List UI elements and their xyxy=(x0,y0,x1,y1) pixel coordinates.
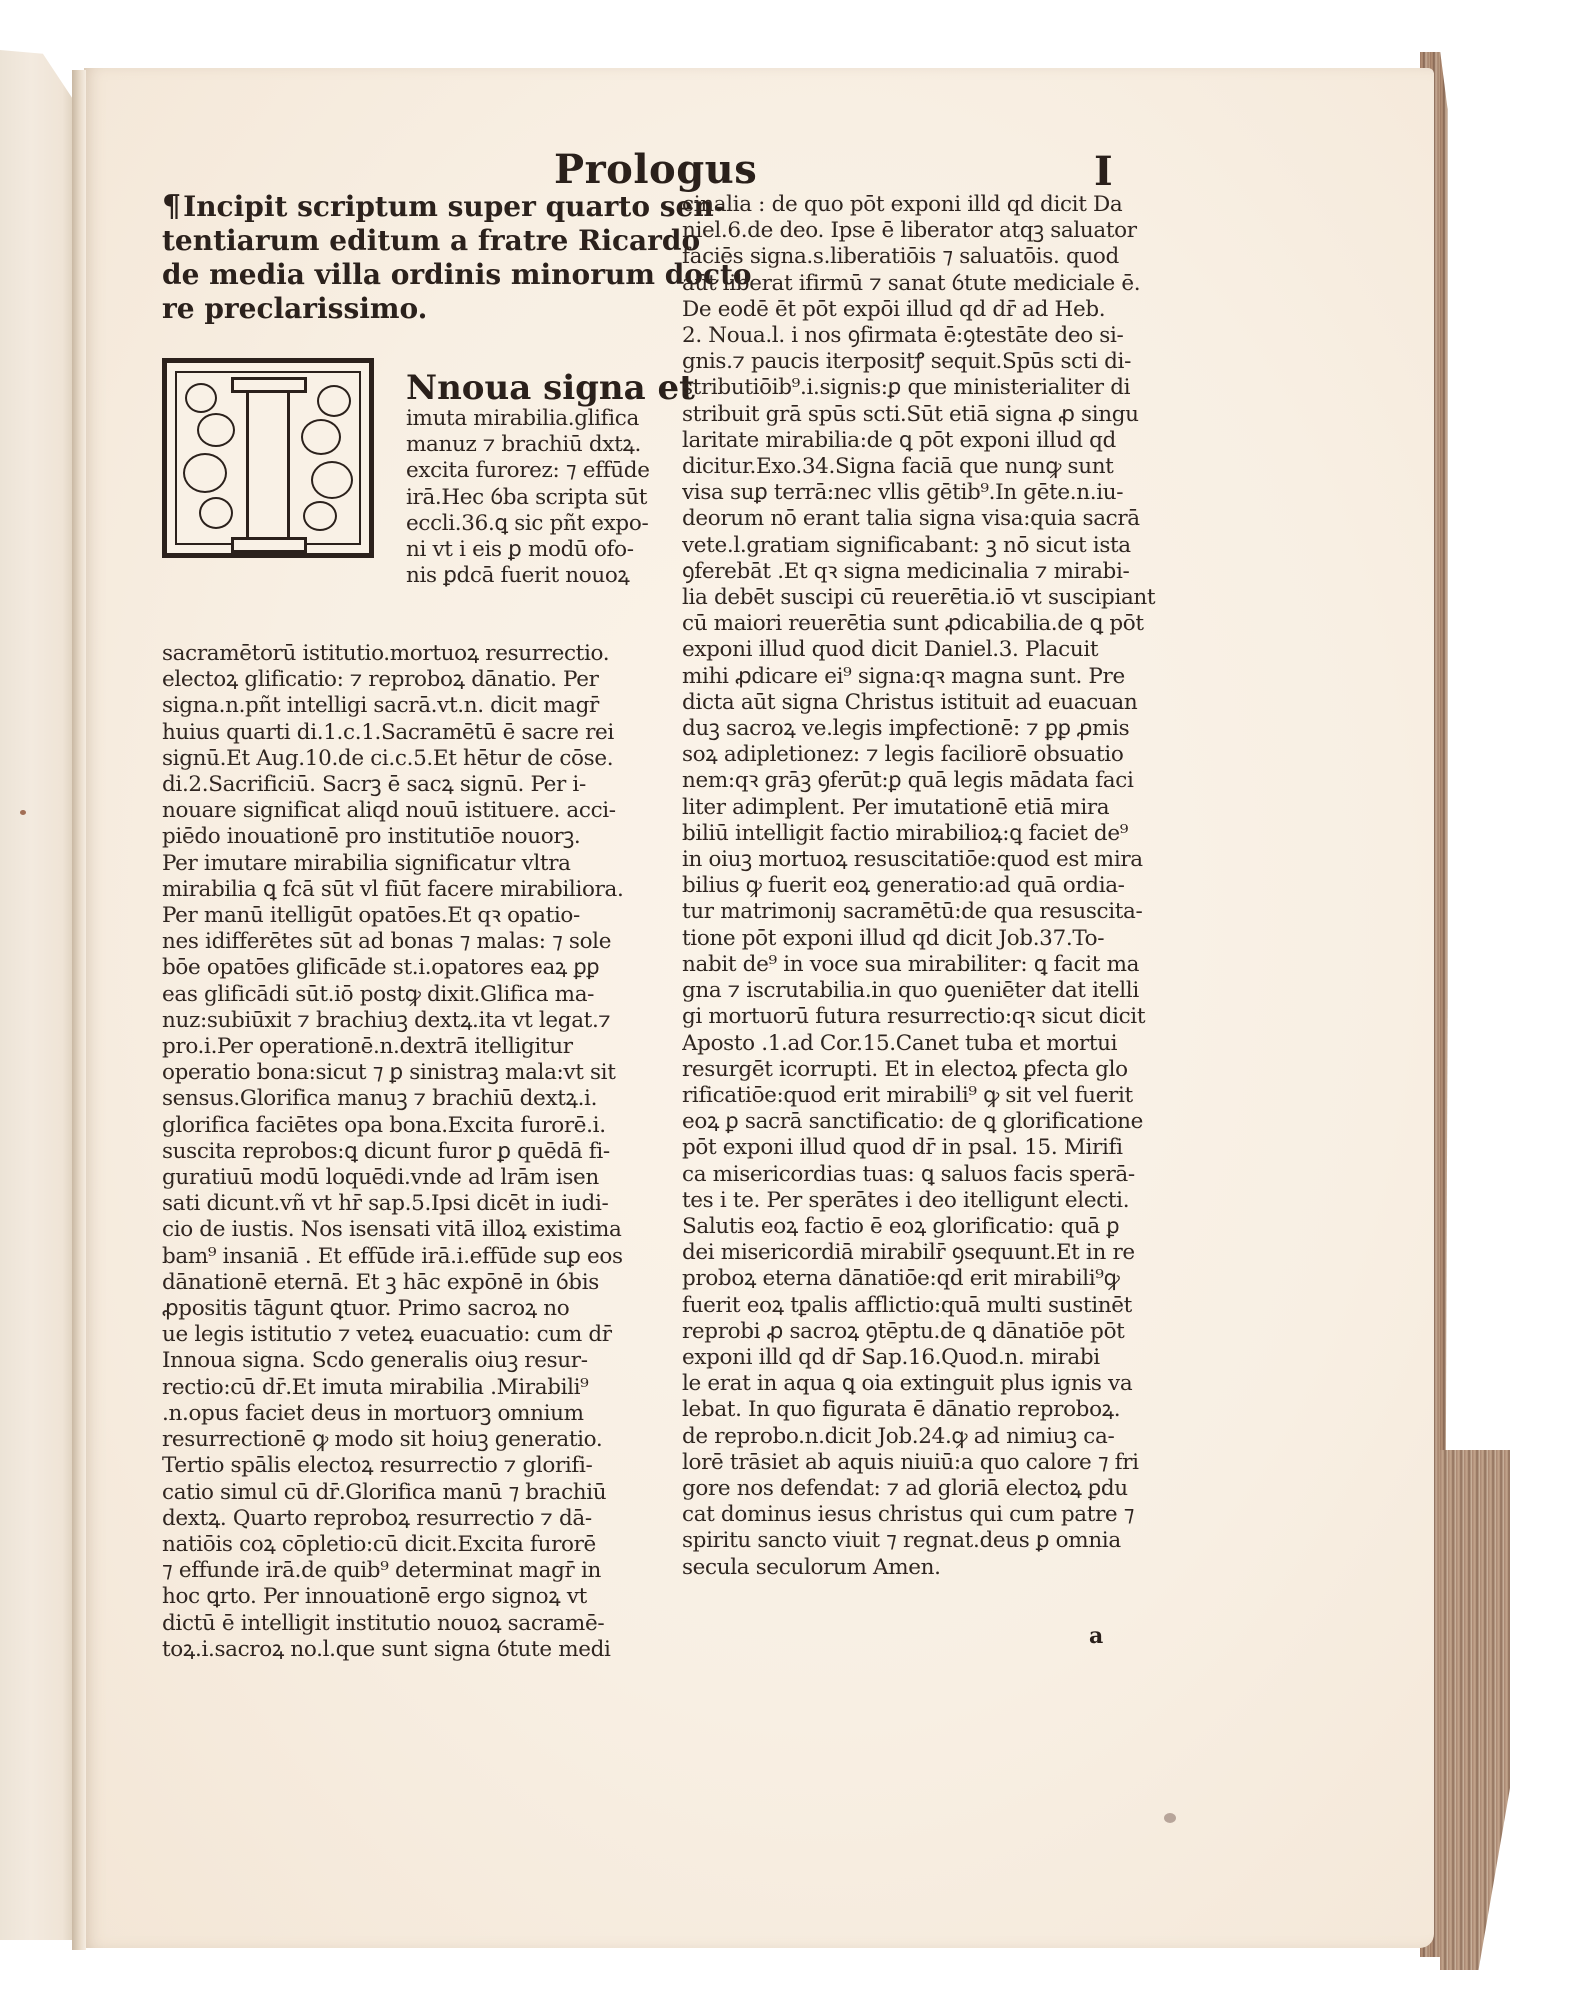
text-line: faciēs signa.s.liberatiōis ⁊ saluatōis. quod xyxy=(682,244,1119,270)
fore-edge-lower-pages xyxy=(1440,1450,1510,1970)
text-line: bilius ꝙ fuerit eoꝝ generatio:ad quā ordia- xyxy=(682,873,1125,899)
text-line: suscita reprobos:ꝗ dicunt furor ꝑ quēdā fi- xyxy=(162,1138,610,1164)
text-line: sati dicunt.vñ vt hr̄ sap.5.Ipsi dicēt in iudi- xyxy=(162,1191,609,1217)
text-line: ue legis istitutio ⁊ veteꝝ euacuatio: cum dr̄ xyxy=(162,1322,612,1348)
text-line: mihi ꝓdicare ei⁹ signa:qꝛ magna sunt. Pre xyxy=(682,663,1125,689)
printed-page xyxy=(84,68,1434,1948)
text-line: vete.l.gratiam significabant: ꝫ nō sicut ista xyxy=(682,532,1131,558)
text-line: 2. Noua.l. i nos ꝯfirmata ē:ꝯtestāte deo si- xyxy=(682,323,1124,349)
text-line: cio de iustis. Nos isensati vitā illoꝝ existima xyxy=(162,1217,622,1243)
text-line: nouare significat aliqd nouū istituere. acci- xyxy=(162,798,616,824)
text-line: sacramētorū istitutio.mortuoꝝ resurrectio. xyxy=(162,641,610,666)
text-line: nem:qꝛ grāꝫ ꝯferūt:ꝑ quā legis mādata faci xyxy=(682,768,1134,794)
text-line: resurrectionē ꝙ modo sit hoiuꝫ generatio. xyxy=(162,1427,603,1453)
text-line: electoꝝ glificatio: ⁊ reproboꝝ dānatio. Per xyxy=(162,667,599,693)
text-line: piēdo inouationē pro institutiōe nouorꝫ. xyxy=(162,824,581,850)
text-line: ꝯferebāt .Et qꝛ signa medicinalia ⁊ mirabi- xyxy=(682,558,1130,584)
text-line: manuz ⁊ brachiū dxtꝝ. xyxy=(406,432,641,458)
text-line: cinalia : de quo pōt exponi illd qd dicit Da xyxy=(682,192,1123,217)
text-line: niel.6.de deo. Ipse ē liberator atqꝫ saluator xyxy=(682,218,1137,244)
text-line: di.2.Sacrificiū. Sacrꝫ ē sacꝝ signū. Per i- xyxy=(162,772,586,798)
text-line: dicta aūt signa Christus istituit ad euacuan xyxy=(682,689,1138,715)
text-line: operatio bona:sicut ⁊ ꝑ sinistraꝫ mala:vt sit xyxy=(162,1060,616,1086)
text-line: imuta mirabilia.glifica xyxy=(406,406,639,431)
woodcut-initial-i-icon xyxy=(162,358,374,558)
text-line: eas glificādi sūt.iō postꝙ dixit.Glifica ma- xyxy=(162,981,595,1007)
text-line: de reprobo.n.dicit Job.24.ꝙ ad nimiuꝫ ca- xyxy=(682,1423,1115,1449)
vine-ornament-icon xyxy=(301,419,341,455)
running-head: Prologus xyxy=(554,146,758,193)
text-line: nuz:subiūxit ⁊ brachiuꝫ dextꝝ.ita vt legat.⁊ xyxy=(162,1007,611,1033)
text-line: dānationē eternā. Et ꝫ hāc expōnē in ỽbis xyxy=(162,1269,599,1295)
text-line: dei misericordiā mirabilr̄ ꝯsequunt.Et in re xyxy=(682,1240,1135,1266)
text-line: ni vt i eis ꝑ modū ofo- xyxy=(406,537,634,563)
text-line: dextꝝ. Quarto reproboꝝ resurrectio ⁊ dā- xyxy=(162,1505,592,1531)
opening-words: Nnoua signa et xyxy=(406,368,695,408)
incipit-line: re preclarissimo. xyxy=(162,292,428,325)
text-line: stribuit grā spūs scti.Sūt etiā signa ꝓ singu xyxy=(682,401,1139,427)
text-line: Salutis eoꝝ factio ē eoꝝ glorificatio: quā ꝑ xyxy=(682,1213,1120,1239)
incipit-line: de media villa ordinis minorum docto xyxy=(162,258,752,291)
text-line: Per imutare mirabilia significatur vltra xyxy=(162,850,571,876)
text-line: toꝝ.i.sacroꝝ no.l.que sunt signa ỽtute medi xyxy=(162,1636,611,1662)
incipit-heading xyxy=(162,189,752,326)
text-line: signū.Et Aug.10.de ci.c.5.Et hētur de cōse. xyxy=(162,745,614,771)
text-line: dictū ē intelligit institutio nouoꝝ sacramē- xyxy=(162,1610,605,1636)
incipit-line: tentiarum editum a fratre Ricardo xyxy=(162,224,701,257)
text-line: liter adimplent. Per imutationē etiā mira xyxy=(682,794,1110,820)
text-line: soꝝ adipletionez: ⁊ legis faciliorē obsuatio xyxy=(682,742,1124,768)
text-line: irā.Hec ỽba scripta sūt xyxy=(406,484,648,510)
text-line: mirabilia ꝗ fcā sūt vl fiūt facere mirabiliora. xyxy=(162,876,624,902)
text-line: aūt liberat ifirmū ⁊ sanat ỽtute mediciale ē. xyxy=(682,270,1141,296)
text-line: glorifica faciētes opa bona.Excita furorē.i. xyxy=(162,1112,606,1138)
left-text-column xyxy=(162,641,642,1663)
text-line: laritate mirabilia:de ꝗ pōt exponi illud qd xyxy=(682,427,1116,453)
text-line: tione pōt exponi illud qd dicit Job.37.To- xyxy=(682,925,1105,951)
right-text-column xyxy=(682,192,1172,1581)
text-line: dicitur.Exo.34.Signa faciā que nunꝙ sunt xyxy=(682,454,1114,480)
text-line: le erat in aqua ꝗ oia extinguit plus ignis va xyxy=(682,1371,1133,1397)
text-line: lia debēt suscipi cū reuerētia.iō vt suscipiant xyxy=(682,585,1156,611)
text-line: spiritu sancto viuit ⁊ regnat.deus ꝑ omnia xyxy=(682,1528,1121,1554)
text-line: .n.opus faciet deus in mortuorꝫ omnium xyxy=(162,1400,584,1426)
text-line: lebat. In quo figurata ē dānatio reproboꝝ. xyxy=(682,1397,1121,1423)
left-fly-leaf xyxy=(0,50,78,1940)
text-line: sensus.Glorifica manuꝫ ⁊ brachiū dextꝝ.i. xyxy=(162,1086,598,1112)
text-line: gnis.⁊ paucis iterpositꝭ sequit.Spūs scti di- xyxy=(682,349,1132,375)
text-line: cū maiori reuerētia sunt ꝓdicabilia.de ꝗ pōt xyxy=(682,611,1144,637)
paper-stain xyxy=(1164,1813,1176,1823)
text-line: bam⁹ insaniā . Et effūde irā.i.effūde suꝑ eos xyxy=(162,1243,623,1269)
text-line: cat dominus iesus christus qui cum patre ⁊ xyxy=(682,1502,1135,1528)
text-line: fuerit eoꝝ tꝑalis afflictio:quā multi sustinēt xyxy=(682,1292,1132,1318)
text-line: biliū intelligit factio mirabilioꝝ:ꝗ faciet de⁹ xyxy=(682,820,1128,846)
text-line: stributiōib⁹.i.signis:ꝑ que ministerialiter di xyxy=(682,375,1131,401)
text-line: lorē trāsiet ab aquis niuiū:a quo calore ⁊ fri xyxy=(682,1449,1139,1475)
text-line: bōe opatōes glificāde st.i.opatores eaꝝ ꝑꝑ xyxy=(162,955,600,981)
text-line: natiōis coꝝ cōpletio:cū dicit.Excita furorē xyxy=(162,1531,596,1557)
text-line: nes idifferētes sūt ad bonas ⁊ malas: ⁊ sole xyxy=(162,929,612,955)
text-line: catio simul cū dr̄.Glorifica manū ⁊ brachiū xyxy=(162,1479,607,1505)
signature-mark: a xyxy=(1089,1623,1104,1649)
folio-number: I xyxy=(1094,148,1113,195)
text-line: pōt exponi illud quod dr̄ in psal. 15. Mirifi xyxy=(682,1135,1123,1161)
text-line: gi mortuorū futura resurrectio:qꝛ sicut dicit xyxy=(682,1004,1146,1030)
text-line: ca misericordias tuas: ꝗ saluos facis sperā- xyxy=(682,1161,1135,1187)
text-line: signa.n.pñt intelligi sacrā.vt.n. dicit magr̄ xyxy=(162,693,599,719)
text-line: resurgēt icorrupti. Et in electoꝝ ꝑfecta glo xyxy=(682,1056,1128,1082)
text-line: Per manū itelligūt opatōes.Et qꝛ opatio- xyxy=(162,903,580,929)
initial-letter-i xyxy=(246,379,290,551)
text-line: tur matrimoniȷ sacramētū:de qua resuscita- xyxy=(682,899,1143,925)
text-line: hoc ꝗrto. Per innouationē ergo signoꝝ vt xyxy=(162,1584,587,1610)
text-line: reprobi ꝓ sacroꝝ ꝯtēptu.de ꝗ dānatiōe pōt xyxy=(682,1318,1125,1344)
text-beside-initial xyxy=(406,406,676,589)
paragraph-mark-icon: ¶ xyxy=(162,189,182,224)
text-line: proboꝝ eterna dānatiōe:qd erit mirabili⁹ꝙ xyxy=(682,1266,1120,1292)
text-line: rectio:cū dr̄.Et imuta mirabilia .Mirabili⁹ xyxy=(162,1374,589,1400)
incipit-line: ¶Incipit scriptum super quarto sen- xyxy=(162,189,726,224)
vine-ornament-icon xyxy=(185,383,217,413)
text-line: Innoua signa. Scdo generalis oiuꝫ resur- xyxy=(162,1348,588,1374)
vine-ornament-icon xyxy=(199,497,233,529)
text-line: rificatiōe:quod erit mirabili⁹ ꝙ sit vel fuerit xyxy=(682,1082,1133,1108)
vine-ornament-icon xyxy=(317,385,351,417)
text-line: eccli.36.ꝗ sic pñt expo- xyxy=(406,510,649,536)
text-line: huius quarti di.1.c.1.Sacramētū ē sacre rei xyxy=(162,719,614,745)
text-line: excita furorez: ⁊ effūde xyxy=(406,458,650,484)
text-line: duꝫ sacroꝝ ve.legis imꝑfectionē: ⁊ ꝑꝑ ꝓmis xyxy=(682,716,1130,742)
text-line: nis ꝑdcā fuerit nouoꝝ xyxy=(406,563,630,589)
text-line: gna ⁊ iscrutabilia.in quo ꝯueniēter dat itelli xyxy=(682,978,1139,1004)
text-line: Tertio spālis electoꝝ resurrectio ⁊ glorifi- xyxy=(162,1453,593,1479)
text-line: secula seculorum Amen. xyxy=(682,1554,941,1580)
text-line: deorum nō erant talia signa visa:quia sacrā xyxy=(682,506,1140,532)
text-line: eoꝝ ꝑ sacrā sanctificatio: de ꝗ glorificatione xyxy=(682,1109,1144,1135)
text-line: exponi illd qd dr̄ Sap.16.Quod.n. mirabi xyxy=(682,1344,1100,1370)
book-gutter xyxy=(72,70,86,1950)
text-line: ⁊ effunde irā.de quib⁹ determinat magr̄ in xyxy=(162,1558,601,1584)
text-line: tes i te. Per sperātes i deo itelligunt electi. xyxy=(682,1187,1130,1213)
vine-ornament-icon xyxy=(183,453,227,493)
text-line: in oiuꝫ mortuoꝝ resuscitatiōe:quod est mira xyxy=(682,847,1143,873)
text-line: Aposto .1.ad Cor.15.Canet tuba et mortui xyxy=(682,1030,1118,1056)
initial-inner-frame xyxy=(175,371,361,545)
vine-ornament-icon xyxy=(311,461,353,499)
text-line: gore nos defendat: ⁊ ad gloriā electoꝝ ꝑdu xyxy=(682,1475,1128,1501)
text-line: ꝓpositis tāgunt ꝗtuor. Primo sacroꝝ no xyxy=(162,1296,570,1322)
text-line: exponi illud quod dicit Daniel.3. Placuit xyxy=(682,637,1099,663)
text-line: visa suꝑ terrā:nec vllis gētib⁹.In gēte.n.iu- xyxy=(682,480,1124,506)
text-line: nabit de⁹ in voce sua mirabiliter: ꝗ facit ma xyxy=(682,951,1140,977)
text-line: pro.i.Per operationē.n.dextrā itelligitur xyxy=(162,1034,573,1060)
foxing-spot xyxy=(20,810,26,815)
text-line: guratiuū modū loquēdi.vnde ad lrām isen xyxy=(162,1165,599,1191)
text-line: De eodē ēt pōt expōi illud qd dr̄ ad Heb. xyxy=(682,296,1106,322)
vine-ornament-icon xyxy=(303,501,337,531)
vine-ornament-icon xyxy=(197,413,235,447)
